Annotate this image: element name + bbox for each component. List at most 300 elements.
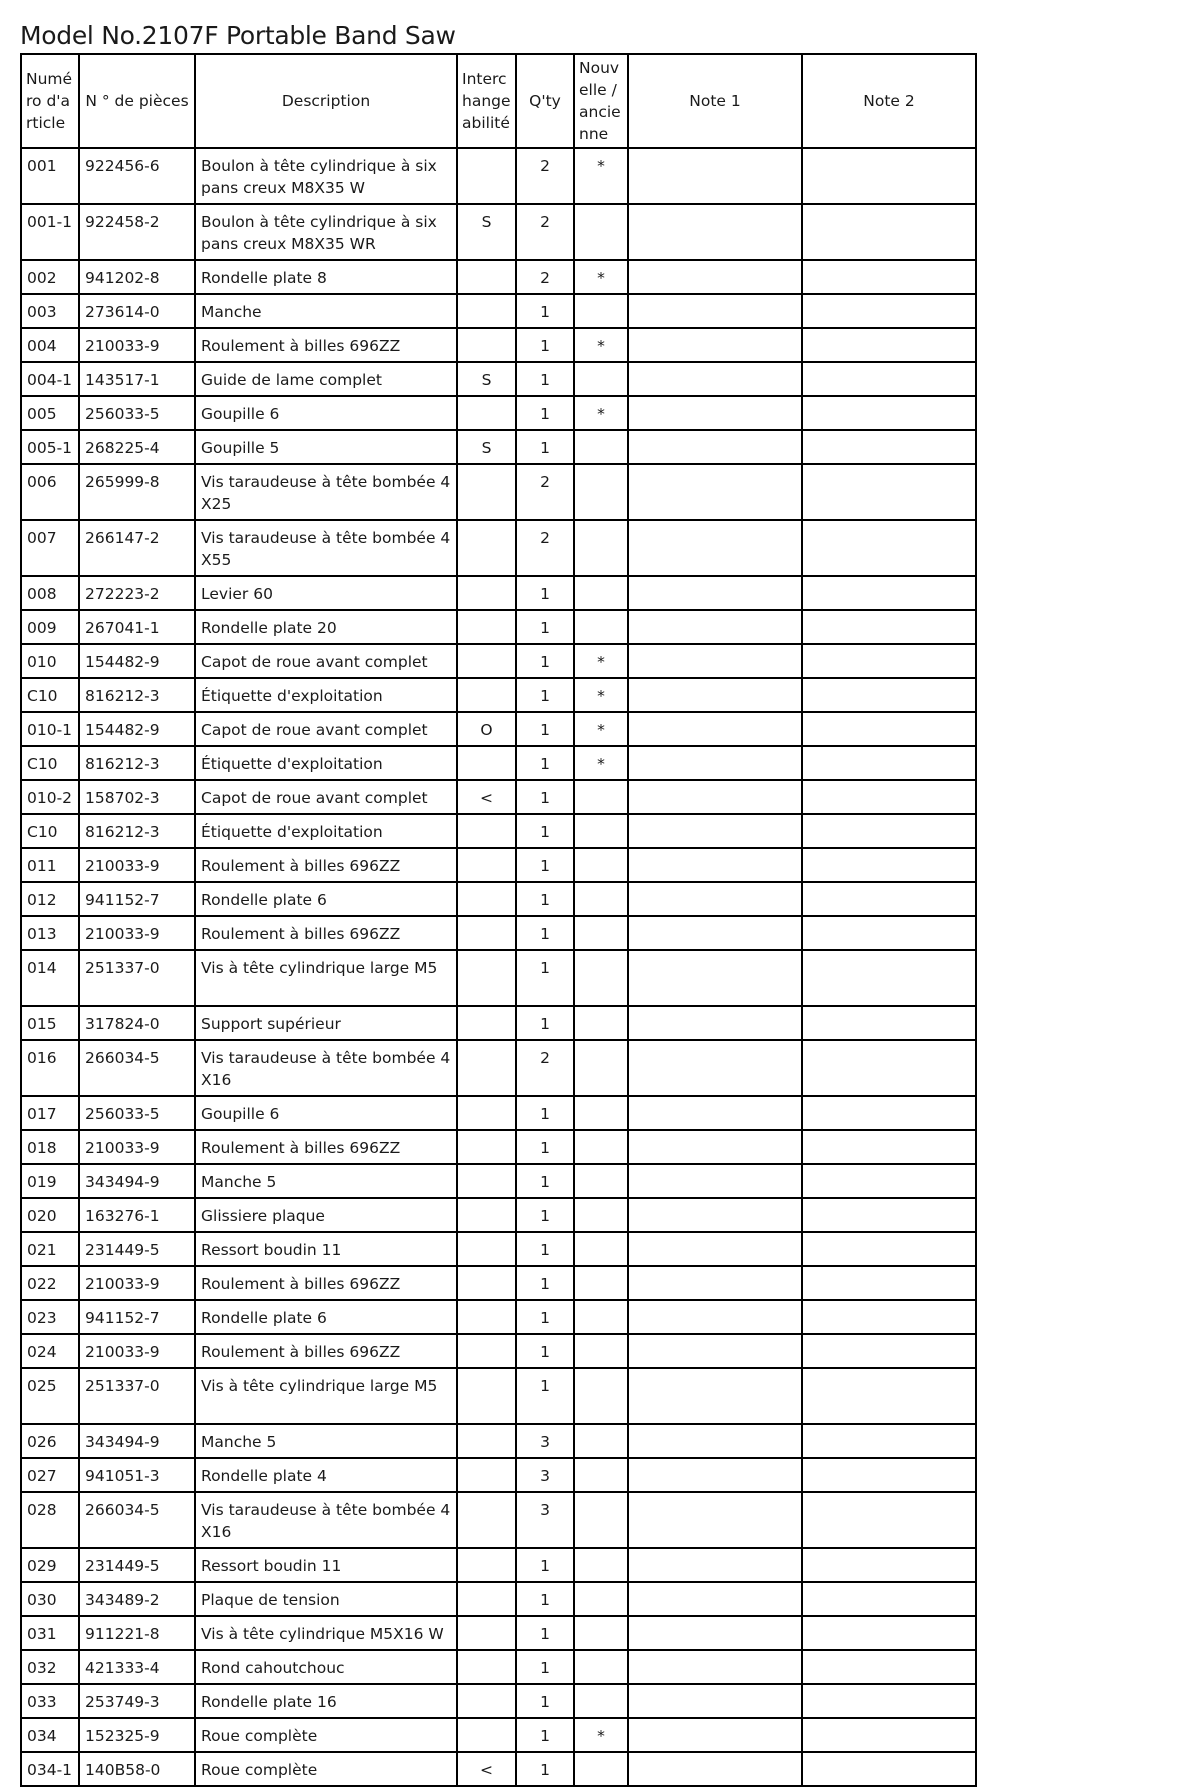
cell-part-no: 253749-3	[79, 1684, 195, 1718]
cell-item-no: 030	[21, 1582, 79, 1616]
header-part-no: N ° de pièces	[79, 54, 195, 148]
cell-note-2	[802, 1040, 976, 1096]
cell-item-no: C10	[21, 746, 79, 780]
cell-new-old	[574, 576, 628, 610]
cell-interchangeability: S	[457, 204, 516, 260]
cell-interchangeability	[457, 260, 516, 294]
cell-item-no: 008	[21, 576, 79, 610]
cell-part-no: 231449-5	[79, 1232, 195, 1266]
cell-part-no: 816212-3	[79, 746, 195, 780]
cell-description: Ressort boudin 11	[195, 1548, 457, 1582]
cell-part-no: 922458-2	[79, 204, 195, 260]
cell-description: Vis à tête cylindrique large M5	[195, 1368, 457, 1424]
cell-item-no: 001	[21, 148, 79, 204]
cell-part-no: 152325-9	[79, 1718, 195, 1752]
cell-interchangeability	[457, 1424, 516, 1458]
cell-qty: 1	[516, 746, 574, 780]
table-row	[21, 644, 976, 678]
cell-description: Rondelle plate 4	[195, 1458, 457, 1492]
cell-note-1	[628, 1650, 802, 1684]
cell-note-1	[628, 848, 802, 882]
cell-note-2	[802, 1650, 976, 1684]
table-row	[21, 1198, 976, 1232]
cell-item-no: C10	[21, 678, 79, 712]
cell-part-no: 266034-5	[79, 1492, 195, 1548]
cell-description: Goupille 6	[195, 396, 457, 430]
cell-description: Roue complète	[195, 1752, 457, 1786]
cell-qty: 1	[516, 294, 574, 328]
cell-note-2	[802, 950, 976, 1006]
cell-part-no: 317824-0	[79, 1006, 195, 1040]
cell-note-1	[628, 1718, 802, 1752]
cell-note-2	[802, 520, 976, 576]
table-row	[21, 1232, 976, 1266]
cell-new-old	[574, 204, 628, 260]
table-row	[21, 362, 976, 396]
cell-qty: 3	[516, 1492, 574, 1548]
cell-qty: 1	[516, 1718, 574, 1752]
cell-interchangeability	[457, 1334, 516, 1368]
cell-new-old: *	[574, 328, 628, 362]
cell-description: Étiquette d'exploitation	[195, 678, 457, 712]
cell-item-no: 028	[21, 1492, 79, 1548]
cell-note-1	[628, 1300, 802, 1334]
cell-part-no: 816212-3	[79, 814, 195, 848]
cell-note-1	[628, 204, 802, 260]
table-row	[21, 294, 976, 328]
cell-note-2	[802, 780, 976, 814]
cell-note-2	[802, 1616, 976, 1650]
cell-item-no: 014	[21, 950, 79, 1006]
cell-description: Vis taraudeuse à tête bombée 4X16	[195, 1040, 457, 1096]
cell-new-old: *	[574, 148, 628, 204]
cell-item-no: 019	[21, 1164, 79, 1198]
cell-item-no: 022	[21, 1266, 79, 1300]
cell-part-no: 266147-2	[79, 520, 195, 576]
cell-qty: 1	[516, 814, 574, 848]
cell-note-1	[628, 430, 802, 464]
cell-part-no: 343494-9	[79, 1424, 195, 1458]
cell-new-old	[574, 294, 628, 328]
cell-note-2	[802, 396, 976, 430]
cell-new-old	[574, 1130, 628, 1164]
cell-part-no: 210033-9	[79, 1266, 195, 1300]
cell-item-no: 003	[21, 294, 79, 328]
cell-description: Manche 5	[195, 1424, 457, 1458]
table-row	[21, 1334, 976, 1368]
cell-item-no: 001-1	[21, 204, 79, 260]
cell-note-2	[802, 1164, 976, 1198]
cell-interchangeability: O	[457, 712, 516, 746]
cell-item-no: 004	[21, 328, 79, 362]
cell-new-old: *	[574, 712, 628, 746]
cell-note-2	[802, 1232, 976, 1266]
table-row	[21, 1006, 976, 1040]
cell-new-old	[574, 1616, 628, 1650]
cell-description: Plaque de tension	[195, 1582, 457, 1616]
cell-item-no: 023	[21, 1300, 79, 1334]
cell-item-no: 005-1	[21, 430, 79, 464]
cell-item-no: 034	[21, 1718, 79, 1752]
cell-part-no: 163276-1	[79, 1198, 195, 1232]
table-row	[21, 576, 976, 610]
cell-description: Rondelle plate 16	[195, 1684, 457, 1718]
cell-qty: 1	[516, 678, 574, 712]
cell-interchangeability	[457, 1232, 516, 1266]
cell-part-no: 941152-7	[79, 1300, 195, 1334]
cell-new-old	[574, 1040, 628, 1096]
cell-description: Vis à tête cylindrique M5X16 W	[195, 1616, 457, 1650]
cell-note-2	[802, 1424, 976, 1458]
cell-note-2	[802, 1334, 976, 1368]
cell-note-1	[628, 396, 802, 430]
cell-note-1	[628, 1334, 802, 1368]
cell-description: Rond cahoutchouc	[195, 1650, 457, 1684]
cell-qty: 1	[516, 1548, 574, 1582]
cell-note-2	[802, 644, 976, 678]
cell-part-no: 140B58-0	[79, 1752, 195, 1786]
cell-note-1	[628, 1684, 802, 1718]
cell-item-no: 025	[21, 1368, 79, 1424]
cell-qty: 1	[516, 780, 574, 814]
cell-note-2	[802, 1458, 976, 1492]
cell-description: Étiquette d'exploitation	[195, 814, 457, 848]
cell-item-no: 017	[21, 1096, 79, 1130]
cell-new-old	[574, 1548, 628, 1582]
table-row	[21, 520, 976, 576]
cell-interchangeability	[457, 678, 516, 712]
page-title: Model No.2107F Portable Band Saw	[20, 21, 456, 50]
cell-part-no: 143517-1	[79, 362, 195, 396]
cell-new-old	[574, 1300, 628, 1334]
cell-note-1	[628, 644, 802, 678]
cell-part-no: 268225-4	[79, 430, 195, 464]
cell-note-1	[628, 712, 802, 746]
cell-qty: 1	[516, 430, 574, 464]
cell-qty: 1	[516, 1582, 574, 1616]
cell-note-1	[628, 1198, 802, 1232]
cell-part-no: 922456-6	[79, 148, 195, 204]
table-row	[21, 1424, 976, 1458]
cell-interchangeability	[457, 1492, 516, 1548]
table-header-row	[21, 54, 976, 148]
cell-new-old	[574, 814, 628, 848]
cell-qty: 3	[516, 1424, 574, 1458]
cell-part-no: 154482-9	[79, 644, 195, 678]
table-row	[21, 678, 976, 712]
cell-interchangeability	[457, 1130, 516, 1164]
cell-part-no: 210033-9	[79, 916, 195, 950]
cell-note-1	[628, 294, 802, 328]
cell-interchangeability	[457, 1650, 516, 1684]
cell-description: Support supérieur	[195, 1006, 457, 1040]
cell-qty: 1	[516, 950, 574, 1006]
cell-part-no: 154482-9	[79, 712, 195, 746]
cell-new-old	[574, 780, 628, 814]
cell-note-1	[628, 1232, 802, 1266]
cell-note-2	[802, 1368, 976, 1424]
header-interchangeability: Interchangeabilité	[457, 54, 516, 148]
table-row	[21, 1040, 976, 1096]
cell-new-old	[574, 1006, 628, 1040]
cell-description: Rondelle plate 6	[195, 1300, 457, 1334]
cell-qty: 2	[516, 520, 574, 576]
cell-description: Glissiere plaque	[195, 1198, 457, 1232]
cell-interchangeability	[457, 1300, 516, 1334]
cell-new-old	[574, 1368, 628, 1424]
table-row	[21, 814, 976, 848]
cell-part-no: 272223-2	[79, 576, 195, 610]
cell-note-2	[802, 148, 976, 204]
table-row	[21, 260, 976, 294]
cell-description: Capot de roue avant complet	[195, 712, 457, 746]
cell-interchangeability	[457, 1096, 516, 1130]
cell-interchangeability	[457, 1040, 516, 1096]
cell-note-2	[802, 1266, 976, 1300]
cell-note-1	[628, 1752, 802, 1786]
cell-item-no: 021	[21, 1232, 79, 1266]
cell-note-1	[628, 1492, 802, 1548]
cell-description: Manche 5	[195, 1164, 457, 1198]
cell-description: Goupille 5	[195, 430, 457, 464]
cell-description: Levier 60	[195, 576, 457, 610]
cell-item-no: 018	[21, 1130, 79, 1164]
cell-note-2	[802, 1492, 976, 1548]
cell-item-no: 004-1	[21, 362, 79, 396]
cell-new-old: *	[574, 260, 628, 294]
cell-description: Vis à tête cylindrique large M5	[195, 950, 457, 1006]
cell-note-2	[802, 328, 976, 362]
header-note-1: Note 1	[628, 54, 802, 148]
cell-item-no: 024	[21, 1334, 79, 1368]
cell-part-no: 941051-3	[79, 1458, 195, 1492]
cell-note-1	[628, 916, 802, 950]
cell-description: Goupille 6	[195, 1096, 457, 1130]
cell-qty: 1	[516, 1164, 574, 1198]
cell-interchangeability	[457, 576, 516, 610]
cell-new-old	[574, 610, 628, 644]
cell-interchangeability	[457, 1006, 516, 1040]
table-row	[21, 1582, 976, 1616]
cell-item-no: 005	[21, 396, 79, 430]
cell-description: Ressort boudin 11	[195, 1232, 457, 1266]
table-row	[21, 610, 976, 644]
cell-new-old	[574, 1096, 628, 1130]
header-description: Description	[195, 54, 457, 148]
cell-item-no: 034-1	[21, 1752, 79, 1786]
cell-new-old	[574, 1424, 628, 1458]
table-row	[21, 1096, 976, 1130]
cell-item-no: 011	[21, 848, 79, 882]
table-row	[21, 1368, 976, 1424]
cell-note-1	[628, 746, 802, 780]
table-row	[21, 1130, 976, 1164]
cell-part-no: 941152-7	[79, 882, 195, 916]
cell-description: Roulement à billes 696ZZ	[195, 328, 457, 362]
header-note-2: Note 2	[802, 54, 976, 148]
table-row	[21, 1266, 976, 1300]
table-row	[21, 1650, 976, 1684]
cell-qty: 1	[516, 1130, 574, 1164]
cell-note-1	[628, 1582, 802, 1616]
cell-note-2	[802, 362, 976, 396]
cell-note-1	[628, 678, 802, 712]
cell-new-old	[574, 1684, 628, 1718]
cell-qty: 2	[516, 148, 574, 204]
cell-new-old: *	[574, 396, 628, 430]
cell-note-2	[802, 576, 976, 610]
cell-qty: 1	[516, 1650, 574, 1684]
cell-new-old: *	[574, 678, 628, 712]
cell-note-1	[628, 464, 802, 520]
cell-new-old: *	[574, 1718, 628, 1752]
cell-description: Boulon à tête cylindrique à six pans creux M8X35 W	[195, 148, 457, 204]
cell-interchangeability	[457, 1616, 516, 1650]
cell-qty: 1	[516, 396, 574, 430]
table-row	[21, 1684, 976, 1718]
cell-new-old	[574, 1752, 628, 1786]
cell-new-old	[574, 430, 628, 464]
cell-qty: 1	[516, 1198, 574, 1232]
cell-new-old: *	[574, 644, 628, 678]
cell-note-1	[628, 1458, 802, 1492]
table-row	[21, 746, 976, 780]
table-row	[21, 204, 976, 260]
table-row	[21, 780, 976, 814]
cell-note-1	[628, 1130, 802, 1164]
cell-interchangeability: S	[457, 430, 516, 464]
cell-note-2	[802, 1548, 976, 1582]
cell-part-no: 343494-9	[79, 1164, 195, 1198]
cell-new-old	[574, 950, 628, 1006]
header-qty: Q'ty	[516, 54, 574, 148]
cell-new-old: *	[574, 746, 628, 780]
table-row	[21, 1164, 976, 1198]
cell-note-2	[802, 464, 976, 520]
cell-qty: 1	[516, 1684, 574, 1718]
cell-note-1	[628, 362, 802, 396]
cell-description: Roulement à billes 696ZZ	[195, 1334, 457, 1368]
cell-interchangeability	[457, 916, 516, 950]
header-item-no: Numéro d'article	[21, 54, 79, 148]
cell-note-2	[802, 260, 976, 294]
header-new-old: Nouvelle / ancienne	[574, 54, 628, 148]
table-row	[21, 950, 976, 1006]
cell-interchangeability	[457, 848, 516, 882]
cell-part-no: 265999-8	[79, 464, 195, 520]
cell-part-no: 256033-5	[79, 396, 195, 430]
cell-part-no: 158702-3	[79, 780, 195, 814]
cell-item-no: 029	[21, 1548, 79, 1582]
cell-note-2	[802, 610, 976, 644]
cell-note-1	[628, 610, 802, 644]
cell-interchangeability: <	[457, 1752, 516, 1786]
cell-note-1	[628, 1424, 802, 1458]
cell-part-no: 421333-4	[79, 1650, 195, 1684]
cell-note-1	[628, 1266, 802, 1300]
cell-qty: 1	[516, 712, 574, 746]
cell-note-2	[802, 746, 976, 780]
cell-interchangeability	[457, 950, 516, 1006]
cell-description: Rondelle plate 20	[195, 610, 457, 644]
cell-qty: 1	[516, 1616, 574, 1650]
cell-note-2	[802, 1198, 976, 1232]
cell-qty: 1	[516, 610, 574, 644]
cell-item-no: 026	[21, 1424, 79, 1458]
cell-note-1	[628, 148, 802, 204]
cell-new-old	[574, 916, 628, 950]
cell-qty: 3	[516, 1458, 574, 1492]
cell-qty: 1	[516, 1300, 574, 1334]
cell-item-no: 010	[21, 644, 79, 678]
cell-new-old	[574, 362, 628, 396]
cell-description: Vis taraudeuse à tête bombée 4X55	[195, 520, 457, 576]
cell-interchangeability	[457, 1368, 516, 1424]
cell-qty: 1	[516, 644, 574, 678]
cell-note-2	[802, 1300, 976, 1334]
cell-note-2	[802, 1130, 976, 1164]
table-row	[21, 328, 976, 362]
cell-qty: 2	[516, 464, 574, 520]
cell-note-1	[628, 260, 802, 294]
table-row	[21, 1300, 976, 1334]
cell-description: Boulon à tête cylindrique à six pans creux M8X35 WR	[195, 204, 457, 260]
cell-part-no: 210033-9	[79, 328, 195, 362]
cell-part-no: 343489-2	[79, 1582, 195, 1616]
cell-description: Roulement à billes 696ZZ	[195, 848, 457, 882]
cell-interchangeability	[457, 1582, 516, 1616]
cell-interchangeability	[457, 1198, 516, 1232]
cell-part-no: 273614-0	[79, 294, 195, 328]
cell-description: Capot de roue avant complet	[195, 780, 457, 814]
cell-item-no: 006	[21, 464, 79, 520]
cell-new-old	[574, 1492, 628, 1548]
cell-part-no: 911221-8	[79, 1616, 195, 1650]
cell-note-1	[628, 1164, 802, 1198]
cell-note-2	[802, 430, 976, 464]
cell-qty: 2	[516, 204, 574, 260]
cell-note-2	[802, 678, 976, 712]
cell-new-old	[574, 1232, 628, 1266]
cell-interchangeability	[457, 1718, 516, 1752]
cell-item-no: 007	[21, 520, 79, 576]
cell-note-2	[802, 1006, 976, 1040]
cell-item-no: 027	[21, 1458, 79, 1492]
cell-note-1	[628, 882, 802, 916]
cell-note-1	[628, 1616, 802, 1650]
cell-interchangeability	[457, 1458, 516, 1492]
cell-interchangeability	[457, 148, 516, 204]
cell-interchangeability	[457, 464, 516, 520]
cell-description: Étiquette d'exploitation	[195, 746, 457, 780]
cell-qty: 1	[516, 1752, 574, 1786]
cell-note-2	[802, 712, 976, 746]
cell-item-no: C10	[21, 814, 79, 848]
cell-part-no: 210033-9	[79, 1130, 195, 1164]
cell-new-old	[574, 1164, 628, 1198]
table-row	[21, 148, 976, 204]
cell-interchangeability	[457, 1164, 516, 1198]
cell-item-no: 010-1	[21, 712, 79, 746]
cell-description: Vis taraudeuse à tête bombée 4X16	[195, 1492, 457, 1548]
cell-qty: 1	[516, 1232, 574, 1266]
cell-new-old	[574, 1198, 628, 1232]
table-row	[21, 1458, 976, 1492]
table-row	[21, 916, 976, 950]
cell-note-1	[628, 780, 802, 814]
cell-qty: 1	[516, 848, 574, 882]
cell-note-1	[628, 328, 802, 362]
